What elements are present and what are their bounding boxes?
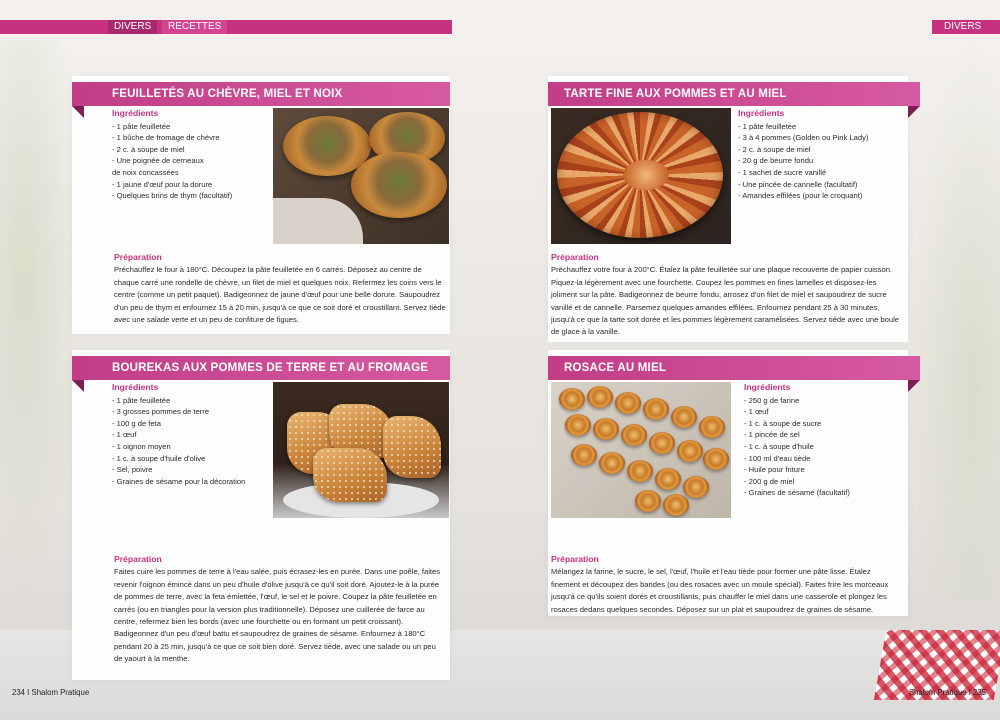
recipe-title: FEUILLETÉS AU CHÈVRE, MIEL ET NOIX: [72, 82, 450, 106]
rosette-shape: [593, 418, 619, 440]
ingredient-item: - Graines de sésame pour la décoration: [112, 476, 246, 486]
ingredient-item: de noix concassées: [112, 167, 179, 177]
goat-cheese-puff-pastries-photo: [273, 108, 449, 244]
rosette-shape: [677, 440, 703, 462]
preparation-heading: Préparation: [551, 554, 599, 564]
rosette-shape: [635, 490, 661, 512]
preparation-heading: Préparation: [114, 554, 162, 564]
page-footer-left: 234 I Shalom Pratique: [12, 688, 90, 697]
ingredient-item: - Amandes effilées (pour le croquant): [738, 191, 863, 201]
ingredient-item: - 1 c. à soupe d'huile d'olive: [112, 453, 206, 463]
preparation-block: [551, 251, 901, 339]
rosette-shape: [663, 494, 689, 516]
rosette-shape: [587, 386, 613, 408]
preparation-heading: Préparation: [114, 252, 162, 262]
ingredient-item: - 3 à 4 pommes (Golden ou Pink Lady): [738, 133, 869, 143]
rosette-shape: [655, 468, 681, 490]
rosette-shape: [649, 432, 675, 454]
ingredient-item: - Quelques brins de thym (facultatif): [112, 191, 233, 201]
ribbon-fold: [908, 106, 920, 118]
ingredient-item: - Une pincée de cannelle (facultatif): [738, 179, 858, 189]
ingredient-item: - 3 grosses pommes de terre: [112, 407, 210, 417]
recipe-title: TARTE FINE AUX POMMES ET AU MIEL: [548, 82, 920, 106]
section-tab-recettes: RECETTES: [162, 20, 227, 34]
ingredient-item: - 1 œuf: [744, 407, 769, 417]
bourekas-photo: [273, 382, 449, 518]
rosette-shape: [703, 448, 729, 470]
ingredient-item: - 1 c. à soupe d'huile: [744, 441, 814, 451]
preparation-heading: Préparation: [551, 252, 599, 262]
rosette-shape: [699, 416, 725, 438]
ingredient-item: - 1 sachet de sucre vanillé: [738, 167, 827, 177]
ingredient-item: - 1 oignon moyen: [112, 441, 171, 451]
ingredient-item: - 1 c. à soupe de sucre: [744, 418, 822, 428]
rosette-shape: [621, 424, 647, 446]
cloth-napkin: [273, 198, 363, 244]
preparation-block: [114, 553, 446, 666]
pastry-shape: [383, 416, 441, 478]
ingredient-item: - Une poignée de cerneaux: [112, 156, 204, 166]
rosette-shape: [599, 452, 625, 474]
pastry-shape: [313, 448, 387, 502]
ingredient-item: - 100 ml d'eau tiède: [744, 453, 811, 463]
ingredient-item: - 1 pâte feuilletée: [112, 395, 171, 405]
preparation-text: Faites cuire les pommes de terre à l'eau salée, puis écrasez-les en purée. Dans une poêle, faites revenir l'oignon émincé dans un peu d'huile d'olive jusqu'à ce qu'il soit doré. Ajoutez-le à la purée de pommes de terre, avec la feta émiettée, l'œuf, le sel et le poivre. Coupez la pâte feuilletée en carrés (ou en triangles pour la version plus traditionnelle). Déposez une cuillerée de farce au centre, refermez bien les bords (avec une fourchette ou en formant un petit croissant). Badigeonnez d'un peu d'œuf battu et saupoudrez de graines de sésame. Enfournez à 180°C pendant 20 à 25 min, jusqu'à ce que ce soit bien doré. Servez tiède, avec une salade ou un peu de yaourt à la menthe.: [114, 567, 441, 664]
ingredients-heading: Ingrédients: [112, 382, 159, 392]
ingredient-item: - 1 pâte feuilletée: [738, 121, 797, 131]
recipe-title: BOUREKAS AUX POMMES DE TERRE ET AU FROMAGE: [72, 356, 450, 380]
rosette-shape: [615, 392, 641, 414]
ingredients-block: [738, 108, 903, 202]
ingredients-block: [112, 382, 272, 487]
background-decor-left: [0, 40, 80, 600]
ingredients-heading: Ingrédients: [112, 108, 159, 118]
rosette-shape: [683, 476, 709, 498]
recipe-title: ROSACE AU MIEL: [548, 356, 920, 380]
ingredient-item: - 2 c. à soupe de miel: [112, 144, 185, 154]
section-tab-divers: DIVERS: [108, 20, 157, 34]
ingredients-heading: Ingrédients: [744, 382, 791, 392]
ribbon-fold: [72, 380, 84, 392]
preparation-block: [114, 251, 446, 326]
rosette-shape: [627, 460, 653, 482]
rosette-shape: [559, 388, 585, 410]
rosette-shape: [643, 398, 669, 420]
rosette-shape: [671, 406, 697, 428]
ingredient-item: - Graines de sésame (facultatif): [744, 488, 850, 498]
apple-tart-photo: [551, 108, 731, 244]
ingredient-item: - 1 œuf: [112, 430, 137, 440]
page-footer-right: Shalom Pratique I 235: [908, 688, 986, 697]
preparation-text: Préchauffez le four à 180°C. Découpez la pâte feuilletée en 6 carrés. Déposez au centre de chaque carré une rondelle de chèvre, un filet de miel et quelques noix. Refermez les coins vers le centre (comme un petit paquet). Badigeonnez de jaune d'œuf pour une belle dorure. Saupoudrez d'un peu de thym et enfournez 15 à 20 min, jusqu'à ce que ce soit doré et croustillant. Servez tiède avec une salade verte et un peu de confiture de figues.: [114, 265, 446, 325]
ingredient-item: - 1 bûche de fromage de chèvre: [112, 133, 220, 143]
ingredient-item: - 100 g de feta: [112, 418, 161, 428]
ingredient-item: - Huile pour friture: [744, 465, 805, 475]
ingredient-item: - 2 c. à soupe de miel: [738, 144, 811, 154]
honey-rosettes-photo: [551, 382, 731, 518]
ingredient-item: - 20 g de beurre fondu: [738, 156, 814, 166]
ingredients-block: [744, 382, 904, 499]
ribbon-fold: [908, 380, 920, 392]
preparation-text: Mélangez la farine, le sucre, le sel, l'œuf, l'huile et l'eau tiède pour former une pâte lisse. Étalez finement et découpez des bandes (ou des rosaces avec un moule spécial). Faites frire les morceaux jusqu'à ce qu'ils soient dorés et croustillants, puis chauffer le miel dans une casserole et plongez les rosaces dedans quelques secondes. Déposez sur un plat et saupoudrez de graines de sésame.: [551, 567, 889, 614]
ingredient-item: - 1 pâte feuilletée: [112, 121, 171, 131]
ingredient-item: - Sel, poivre: [112, 465, 153, 475]
background-decor-right: [910, 40, 1000, 600]
ingredient-item: - 200 g de miel: [744, 476, 795, 486]
ingredient-item: - 1 jaune d'œuf pour la dorure: [112, 179, 213, 189]
ingredient-item: - 1 pincée de sel: [744, 430, 800, 440]
section-tab-divers-right: DIVERS: [944, 21, 982, 32]
ingredient-item: - 250 g de farine: [744, 395, 800, 405]
rosette-shape: [571, 444, 597, 466]
preparation-block: [551, 553, 901, 616]
ingredients-heading: Ingrédients: [738, 108, 785, 118]
ingredients-block: [112, 108, 272, 202]
pastry-shape: [351, 152, 447, 218]
tart-center: [623, 160, 669, 190]
rosette-shape: [565, 414, 591, 436]
ribbon-fold: [72, 106, 84, 118]
preparation-text: Préchauffez votre four à 200°C. Étalez la pâte feuilletée sur une plaque recouverte de papier cuisson. Piquez-la légèrement avec une fourchette. Coupez les pommes en fines lamelles et disposez-les joliment sur la pâte. Badigeonnez de beurre fondu, arrosez d'un filet de miel et saupoudrez de sucre vanillé et de cannelle. Parsemez quelques amandes effilées. Enfournez pendant 25 à 30 minutes, jusqu'à ce que la tarte soit dorée et les pommes légèrement caramélisées. Servez tiède avec une boule de glace à la vanille.: [551, 265, 900, 337]
